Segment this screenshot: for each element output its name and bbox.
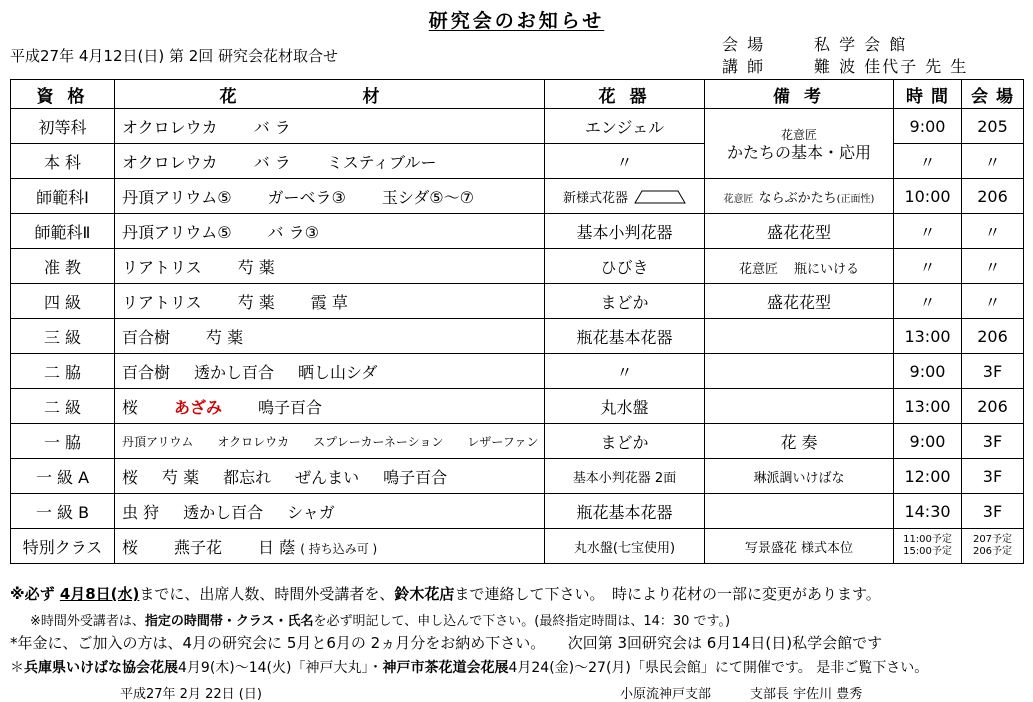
schedule-table (10, 79, 1024, 564)
flowers-cell: オクロレウカ バ ラ ミスティブルー (115, 144, 545, 179)
header-rank: 資 格 (11, 80, 115, 109)
place-cell: 3F (962, 424, 1024, 459)
signature: 小原流神戸支部 支部長 宇佐川 豊秀 (620, 687, 863, 702)
time-cell: 12:00 (894, 459, 962, 494)
lecturer-value: 難 波 佳代子 先 生 (814, 57, 969, 76)
vessel-cell: ひびき (545, 249, 705, 284)
rank-cell: 一 脇 (11, 424, 115, 459)
time-cell: 〃 (894, 144, 962, 179)
rank-cell: 一 級 A (11, 459, 115, 494)
place-cell: 〃 (962, 284, 1024, 319)
rank-cell: 准 教 (11, 249, 115, 284)
rank-cell: 初等科 (11, 109, 115, 144)
venue-value: 私 学 会 館 (814, 35, 908, 54)
table-row (11, 424, 1024, 459)
time-cell: 10:00 (894, 179, 962, 214)
vessel-cell: 新様式花器 (545, 179, 705, 214)
venue-block (722, 34, 968, 78)
flowers-cell: 百合樹 芍 薬 (115, 319, 545, 354)
rank-cell: 三 級 (11, 319, 115, 354)
note-deadline: ※必ず 4月8日(水)までに、出席人数、時間外受講者を、鈴木花店まで連絡して下さい。 時により花材の一部に変更があります。 (10, 585, 881, 603)
table-row (11, 319, 1024, 354)
header-note: 備 考 (705, 80, 894, 109)
note-cell (705, 389, 894, 424)
venue-label: 会 場 (722, 35, 766, 54)
vessel-cell: エンジェル (545, 109, 705, 144)
vessel-cell: 基本小判花器 2面 (545, 459, 705, 494)
flowers-cell: 桜 あざみ 鳴子百合 (115, 389, 545, 424)
rank-cell: 四 級 (11, 284, 115, 319)
place-cell: 206 (962, 319, 1024, 354)
flowers-cell: 丹頂アリウム⑤ ガーベラ③ 玉シダ⑤〜⑦ (115, 179, 545, 214)
note-cell: 花意匠 瓶にいける (705, 249, 894, 284)
table-row (11, 529, 1024, 564)
rank-cell: 師範科Ⅱ (11, 214, 115, 249)
flowers-cell: リアトリス 芍 薬 (115, 249, 545, 284)
place-cell: 3F (962, 354, 1024, 389)
header-place: 会 場 (962, 80, 1024, 109)
rank-cell: 特別クラス (11, 529, 115, 564)
note-exhibition: ＊兵庫県いけばな協会花展4月9(木)〜14(火)「神戸大丸」・神戸市茶花道会花展4月24(金)〜27(月)「県民会館」にて開催です。 是非ご覧下さい。 (10, 660, 929, 676)
rank-cell: 一 級 B (11, 494, 115, 529)
vessel-cell: まどか (545, 424, 705, 459)
place-cell: 3F (962, 494, 1024, 529)
header-flowers: 花 材 (115, 80, 545, 109)
rank-cell: 二 脇 (11, 354, 115, 389)
time-cell: 〃 (894, 214, 962, 249)
highlighted-flower: あざみ (174, 397, 223, 417)
flowers-cell: 百合樹 透かし百合 晒し山シダ (115, 354, 545, 389)
vessel-cell: 瓶花基本花器 (545, 319, 705, 354)
issue-date: 平成27年 2月 22日 (日) (120, 687, 262, 702)
note-cell: 写景盛花 様式本位 (705, 529, 894, 564)
vessel-cell: 基本小判花器 (545, 214, 705, 249)
vessel-cell: 瓶花基本花器 (545, 494, 705, 529)
note-cell: 盛花花型 (705, 284, 894, 319)
vase-shape-icon (634, 190, 686, 204)
time-cell: 9:00 (894, 424, 962, 459)
vessel-cell: まどか (545, 284, 705, 319)
place-cell: 〃 (962, 214, 1024, 249)
place-cell: 3F (962, 459, 1024, 494)
vessel-cell: 〃 (545, 144, 705, 179)
rank-cell: 二 級 (11, 389, 115, 424)
place-cell: 206 (962, 179, 1024, 214)
time-cell: 11:00予定 15:00予定 (894, 529, 962, 564)
table-row (11, 459, 1024, 494)
table-row (11, 284, 1024, 319)
note-cell: 花意匠 ならぶかたち(正面性) (705, 179, 894, 214)
note-after-hours: ※時間外受講者は、指定の時間帯・クラス・氏名を必ず明記して、申し込んで下さい。(最終指定時間は、14：30 です。) (30, 614, 731, 629)
lecturer-label: 講 師 (722, 57, 766, 76)
flowers-cell: 丹頂アリウム オクロレウカ スプレーカーネーション レザーファン (115, 424, 545, 459)
vessel-cell: 丸水盤 (545, 389, 705, 424)
note-cell: 盛花花型 (705, 214, 894, 249)
flowers-cell: 桜 燕子花 日 蔭 ( 持ち込み可 ) (115, 529, 545, 564)
place-cell: 206 (962, 389, 1024, 424)
note-cell-merged: 花意匠 かたちの基本・応用 (705, 109, 894, 179)
note-cell (705, 354, 894, 389)
time-cell: 9:00 (894, 354, 962, 389)
time-cell: 9:00 (894, 109, 962, 144)
vessel-cell: 丸水盤(七宝使用) (545, 529, 705, 564)
time-cell: 13:00 (894, 389, 962, 424)
note-cell (705, 319, 894, 354)
time-cell: 13:00 (894, 319, 962, 354)
table-row (11, 389, 1024, 424)
flowers-cell: オクロレウカ バ ラ (115, 109, 545, 144)
place-cell: 207予定 206予定 (962, 529, 1024, 564)
table-row (11, 109, 1024, 144)
table-row (11, 214, 1024, 249)
note-cell: 琳派調いけばな (705, 459, 894, 494)
time-cell: 〃 (894, 249, 962, 284)
table-row (11, 179, 1024, 214)
table-row (11, 494, 1024, 529)
rank-cell: 師範科Ⅰ (11, 179, 115, 214)
header-time: 時 間 (894, 80, 962, 109)
place-cell: 〃 (962, 144, 1024, 179)
header-vessel: 花 器 (545, 80, 705, 109)
meeting-info: 平成27年 4月12日(日) 第 2回 研究会花材取合せ (10, 47, 339, 65)
flowers-cell: リアトリス 芍 薬 霞 草 (115, 284, 545, 319)
note-cell: 花 奏 (705, 424, 894, 459)
rank-cell: 本 科 (11, 144, 115, 179)
place-cell: 205 (962, 109, 1024, 144)
flowers-cell: 丹頂アリウム⑤ バ ラ③ (115, 214, 545, 249)
note-pension: *年金に、ご加入の方は、4月の研究会に 5月と6月の 2ヵ月分をお納め下さい。 次回第 3回研究会は 6月14日(日)私学会館です (10, 634, 883, 652)
page-title: 研究会のお知らせ (428, 10, 605, 32)
table-row (11, 354, 1024, 389)
table-row (11, 249, 1024, 284)
time-cell: 14:30 (894, 494, 962, 529)
flowers-cell: 桜 芍 薬 都忘れ ぜんまい 鳴子百合 (115, 459, 545, 494)
flowers-cell: 虫 狩 透かし百合 シャガ (115, 494, 545, 529)
note-cell (705, 494, 894, 529)
time-cell: 〃 (894, 284, 962, 319)
vessel-cell: 〃 (545, 354, 705, 389)
place-cell: 〃 (962, 249, 1024, 284)
table-header (11, 80, 1024, 109)
